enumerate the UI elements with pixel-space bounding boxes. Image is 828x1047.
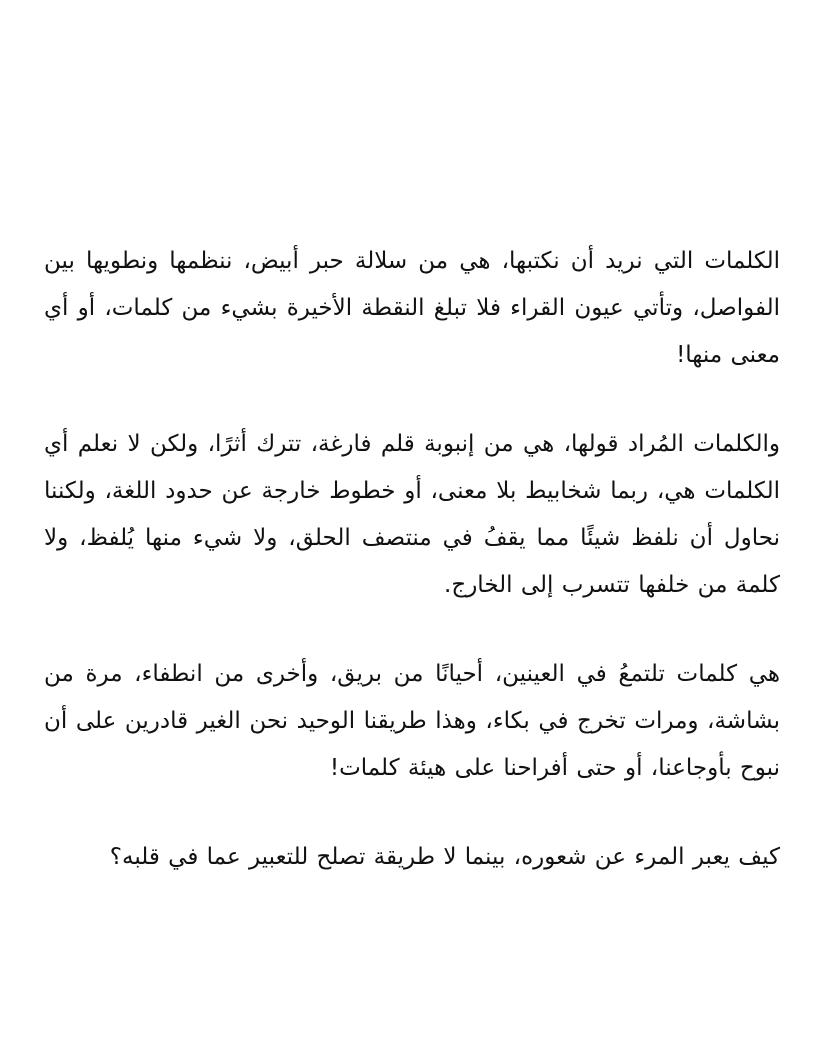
paragraph-2: والكلمات المُراد قولها، هي من إنبوبة قلم فارغة، تترك أثرًا، ولكن لا نعلم أي الكلمات هي، ربما شخابيط بلا معنى، أو خطوط خارجة عن حدود اللغة، ولكننا نحاول أن نلفظ شيئًا مما يقفُ في منتصف الحلق، ولا شيء منها يُلفظ، ولا كلمة من خلفها تتسرب إلى الخارج. <box>44 431 780 598</box>
paragraph-1: الكلمات التي نريد أن نكتبها، هي من سلالة حبر أبيض، ننظمها ونطويها بين الفواصل، وتأتي عيون القراء فلا تبلغ النقطة الأخيرة بشيء من كلمات، أو أي معنى منها! <box>44 248 780 368</box>
paragraph-4: كيف يعبر المرء عن شعوره، بينما لا طريقة تصلح للتعبير عما في قلبه؟ <box>109 844 780 870</box>
paragraph-3: هي كلمات تلتمعُ في العينين، أحيانًا من بريق، وأخرى من انطفاء، مرة من بشاشة، ومرات تخرج في بكاء، وهذا طريقنا الوحيد نحن الغير قادرين على أن نبوح بأوجاعنا، أو حتى أفراحنا على هيئة كلمات! <box>44 661 780 781</box>
arabic-text-block <box>44 238 780 881</box>
